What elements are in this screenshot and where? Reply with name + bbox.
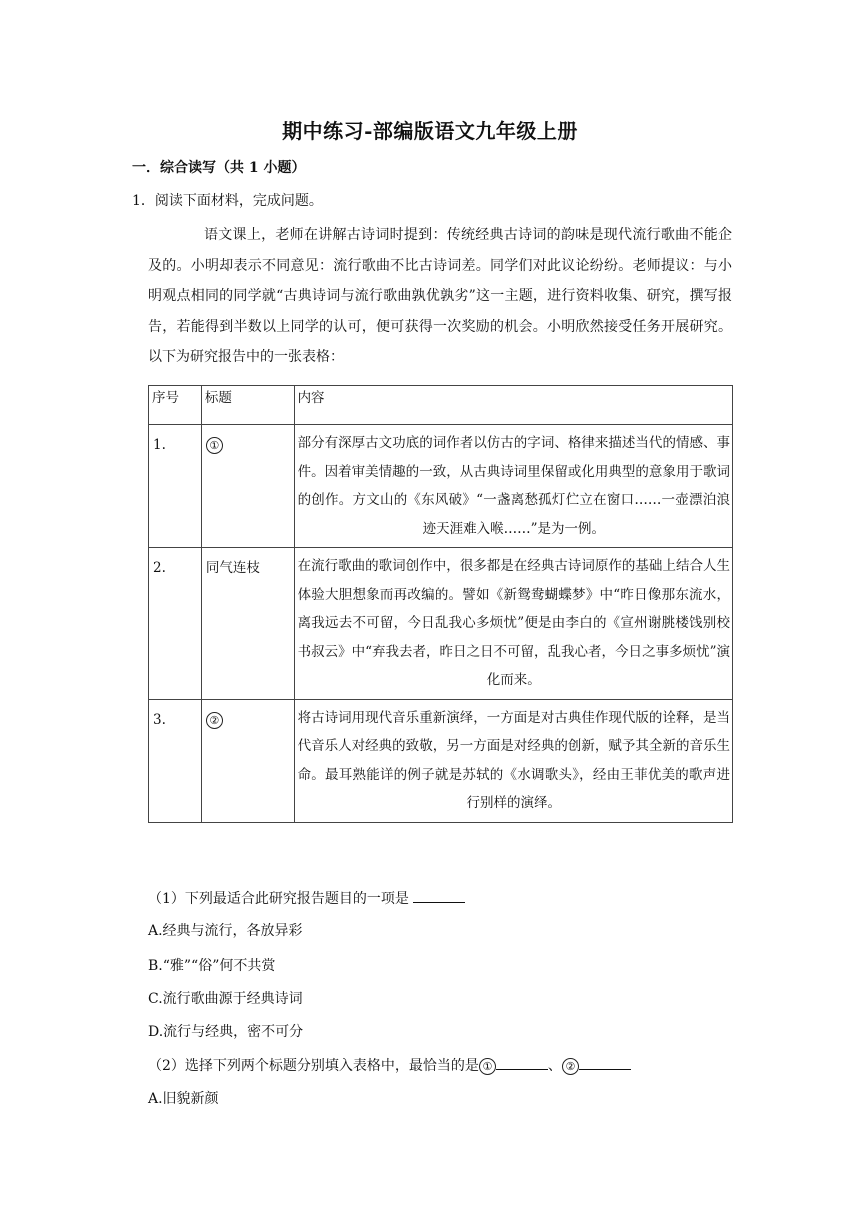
answer-blank-2[interactable] bbox=[496, 1055, 548, 1070]
table-row bbox=[149, 425, 733, 548]
separator: 、 bbox=[547, 1058, 562, 1074]
row-content: 将古诗词用现代音乐重新演绎，一方面是对古典佳作现代版的诠释，是当代音乐人对经典的致敬，另一方面是对经典的创新，赋予其全新的音乐生命。最耳熟能详的例子就是苏轼的《水调歌头》，经由王菲优美的歌声进行别样的演绎。 bbox=[297, 709, 730, 811]
answer-blank-3[interactable] bbox=[579, 1055, 631, 1070]
reading-passage: 语文课上，老师在讲解古诗词时提到：传统经典古诗词的韵味是现代流行歌曲不能企及的。小明却表示不同意见：流行歌曲不比古诗词差。同学们对此议论纷纷。老师提议：与小明观点相同的同学就“古典诗词与流行歌曲孰优孰劣”这一主题，进行资料收集、研究，撰写报告，若能得到半数以上同学的认可，便可获得一次奖励的机会。小明欣然接受任务开展研究。以下为研究报告中的一张表格： bbox=[148, 227, 732, 365]
table-row bbox=[149, 548, 733, 700]
sub-question-2-prompt: （2）选择下列两个标题分别填入表格中，最恰当的是 bbox=[148, 1058, 479, 1074]
option-b: B.“雅”“俗”何不共赏 bbox=[148, 958, 276, 974]
row-number-cell bbox=[149, 425, 202, 548]
row-content-cell bbox=[294, 425, 732, 548]
header-cell-title: 标题 bbox=[201, 386, 294, 425]
table-row bbox=[149, 699, 733, 822]
option-c: C.流行歌曲源于经典诗词 bbox=[148, 991, 303, 1007]
page-title: 期中练习-部编版语文九年级上册 bbox=[282, 119, 578, 143]
option-d: D.流行与经典，密不可分 bbox=[148, 1024, 304, 1040]
header-cell-content: 内容 bbox=[294, 386, 732, 425]
research-report-table bbox=[148, 385, 733, 823]
blank-marker-1-ref: ① bbox=[479, 1058, 496, 1075]
sub-question-1-prompt: （1）下列最适合此研究报告题目的一项是 bbox=[148, 891, 409, 907]
option-a-2: A.旧貌新颜 bbox=[148, 1091, 219, 1107]
section-heading: 一．综合读写（共 1 小题） bbox=[132, 160, 306, 176]
row-content: 部分有深厚古文功底的词作者以仿古的字词、格律来描述当代的情感、事件。因着审美情趣的一致，从古典诗词里保留或化用典型的意象用于歌词的创作。方文山的《东风破》“一盏离愁孤灯伫立在窗口……一壶漂泊浪迹天涯难入喉……”是为一例。 bbox=[297, 435, 730, 537]
header-cell-number: 序号 bbox=[149, 386, 202, 425]
row-content: 在流行歌曲的歌词创作中，很多都是在经典古诗词原作的基础上结合人生体验大胆想象而再改编的。譬如《新鸳鸯蝴蝶梦》中“昨日像那东流水，离我远去不可留，今日乱我心多烦忧”便是由李白的《宣州谢朓楼饯别校书叔云》中“弃我去者，昨日之日不可留，乱我心者，今日之事多烦忧”演化而来。 bbox=[297, 558, 730, 688]
row-title-cell bbox=[201, 425, 294, 548]
question-intro: 1．阅读下面材料，完成问题。 bbox=[132, 193, 323, 209]
row-content-cell bbox=[294, 548, 732, 700]
sub-question-1 bbox=[148, 888, 465, 908]
answer-blank-1[interactable] bbox=[413, 888, 465, 903]
row-title-cell bbox=[201, 548, 294, 700]
blank-marker-2-ref: ② bbox=[562, 1058, 579, 1075]
row-title: 同气连枝 bbox=[205, 560, 260, 576]
blank-marker-1: ① bbox=[206, 437, 223, 454]
row-title-cell bbox=[201, 699, 294, 822]
option-a: A.经典与流行，各放异彩 bbox=[148, 923, 303, 939]
row-number: 2. bbox=[153, 560, 166, 576]
sub-question-2 bbox=[148, 1055, 631, 1075]
row-number: 1. bbox=[153, 437, 166, 453]
row-number-cell bbox=[149, 699, 202, 822]
row-content-cell bbox=[294, 699, 732, 822]
row-number-cell bbox=[149, 548, 202, 700]
row-number: 3. bbox=[153, 711, 166, 728]
blank-marker-2: ② bbox=[206, 712, 223, 729]
table-header-row bbox=[149, 386, 733, 425]
